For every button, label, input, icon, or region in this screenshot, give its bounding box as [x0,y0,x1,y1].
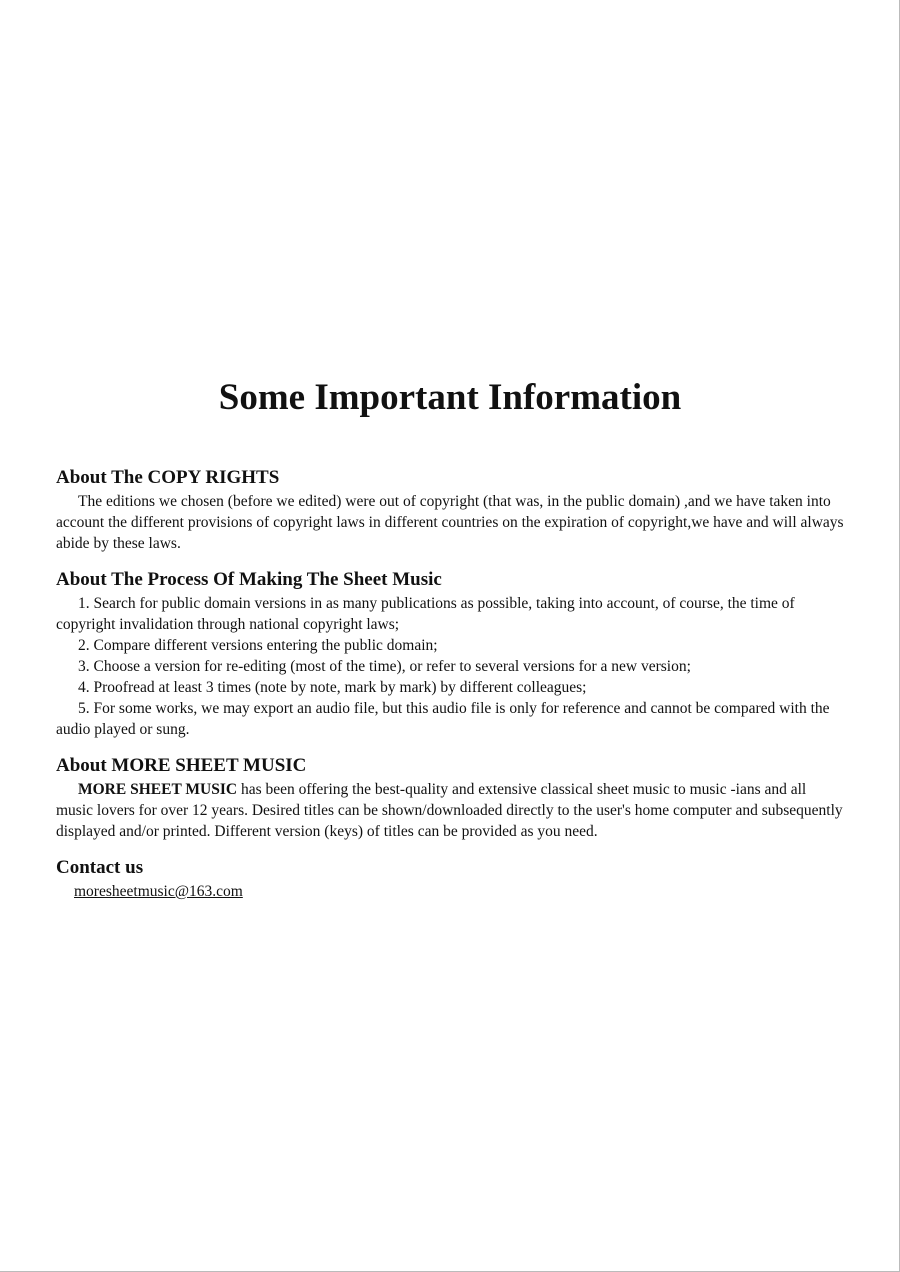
document-content [56,466,846,917]
section-process [56,568,846,740]
process-step: 3. Choose a version for re-editing (most of the time), or refer to several versions for a new version; [78,658,691,675]
section-heading: Contact us [56,857,144,878]
section-heading: About The Process Of Making The Sheet Music [56,569,442,590]
section-about [56,754,846,842]
process-step: 5. For some works, we may export an audio file, but this audio file is only for reference and cannot be compared with the audio played or sung. [56,700,830,738]
section-contact [56,856,846,903]
section-paragraph [56,779,846,842]
process-step: 1. Search for public domain versions in as many publications as possible, taking into account, of course, the time of copyright invalidation through national copyright laws; [56,595,795,633]
section-paragraph: The editions we chosen (before we edited) were out of copyright (that was, in the public domain) ,and we have taken into account the different provisions of copyright laws in different countries on the expiration of copyright,we have and will always abide by these laws. [56,493,844,552]
process-step: 4. Proofread at least 3 times (note by note, mark by mark) by different colleagues; [78,679,587,696]
brand-name: MORE SHEET MUSIC [78,781,238,798]
process-step: 2. Compare different versions entering the public domain; [78,637,438,654]
about-body: has been offering the best-quality and extensive classical sheet music to music -ians and all music lovers for over 12 years. Desired titles can be shown/downloaded directly to the user's home computer and subsequently displayed and/or printed. Different version (keys) of titles can be provided as you need. [56,781,843,840]
section-heading: About MORE SHEET MUSIC [56,755,307,776]
contact-email-link[interactable]: moresheetmusic@163.com [74,883,243,900]
section-heading: About The COPY RIGHTS [56,467,280,488]
section-copyrights [56,466,846,554]
page-title: Some Important Information [218,377,682,418]
